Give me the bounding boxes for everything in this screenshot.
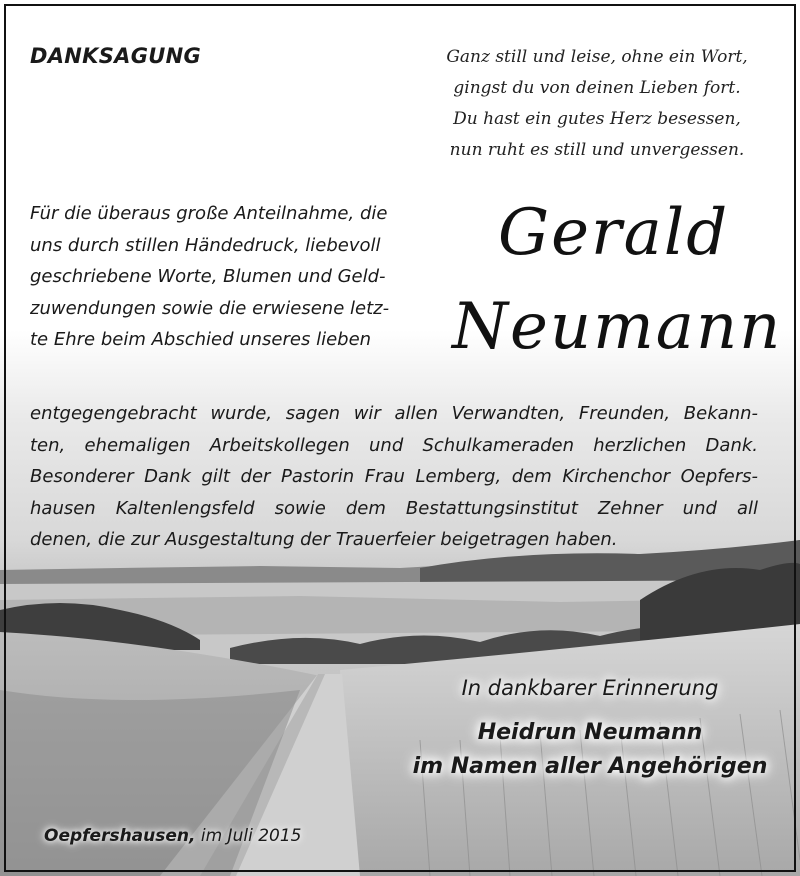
deceased-last-name: Neumann [452,290,783,364]
closing-memory: In dankbarer Erinnerung [461,676,719,700]
body-line: denen, die zur Ausgestaltung der Trauerfeier beigetragen haben. [30,529,618,550]
thanks-text [30,398,758,556]
signer-name: Heidrun Neumann [477,720,703,745]
poem-line: Ganz still und leise, ohne ein Wort, [446,47,748,67]
place-date-text: im Juli 2015 [195,826,302,846]
intro-line: zuwendungen sowie die erwiesene letz- [30,297,390,319]
body-line: ten, ehemaligen Arbeitskollegen und Schulkameraden herzlichen Dank. [30,434,758,456]
poem-line: nun ruht es still und unvergessen. [449,140,745,160]
place-town: Oepfershausen, [44,826,196,846]
body-line: hausen Kaltenlengsfeld sowie dem Bestattungsinstitut Zehner und all [30,497,758,519]
place-date [44,826,301,846]
intro-line: Für die überaus große Anteilnahme, die [30,203,388,224]
intro-text [30,198,430,356]
intro-line: uns durch stillen Händedruck, liebevoll [30,234,381,256]
body-line: entgegengebracht wurde, sagen wir allen Verwandten, Freunden, Bekann- [30,403,758,424]
poem [410,42,784,166]
intro-line: geschriebene Worte, Blumen und Geld- [30,266,386,287]
intro-line: te Ehre beim Abschied unseres lieben [30,329,372,350]
poem-line: Du hast ein gutes Herz besessen, [453,109,741,129]
poem-line: gingst du von deinen Lieben fort. [453,78,741,98]
deceased-first-name: Gerald [498,196,730,270]
body-line: Besonderer Dank gilt der Pastorin Frau Lemberg, dem Kirchenchor Oepfers- [30,466,758,487]
heading: DANKSAGUNG [30,44,202,68]
signer-note: im Namen aller Angehörigen [412,754,768,779]
